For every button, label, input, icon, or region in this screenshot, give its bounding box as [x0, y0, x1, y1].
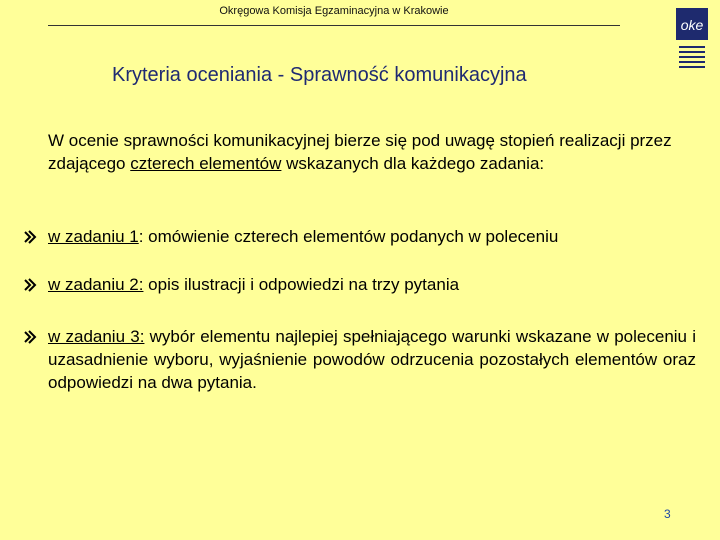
bullet-task-3-label: w zadaniu 3: — [48, 327, 145, 346]
slide-title: Kryteria oceniania - Sprawność komunikacyjna — [112, 64, 527, 86]
intro-emphasis: czterech elementów — [130, 154, 282, 173]
bullet-task-1-text: : omówienie czterech elementów podanych w poleceniu — [138, 227, 559, 246]
arrow-bullet-icon — [24, 273, 46, 302]
bullet-task-2-text: opis ilustracji i odpowiedzi na trzy pytania — [143, 275, 460, 294]
header-divider — [48, 25, 620, 26]
bullet-task-1 — [24, 225, 696, 248]
page-number: 3 — [664, 507, 671, 521]
intro-text-end: wskazanych dla każdego zadania: — [281, 154, 545, 173]
bullet-task-2 — [24, 273, 696, 296]
bullet-task-3-text: wybór elementu najlepiej spełniającego warunki wskazane w poleceniu i uzasadnienie wyboru, wyjaśnienie powodów odrzucenia pozostałych elementów oraz odpowiedzi na dwa pytania. — [48, 327, 696, 392]
arrow-bullet-icon — [24, 225, 46, 254]
arrow-bullet-icon — [24, 325, 46, 354]
oke-logo-icon — [676, 8, 708, 74]
oke-logo — [676, 8, 708, 74]
bullet-task-1-label: w zadaniu 1 — [48, 227, 139, 246]
bullet-task-3 — [24, 325, 696, 394]
bullet-task-2-label: w zadaniu 2: — [48, 275, 144, 294]
header-institution: Okręgowa Komisja Egzaminacyjna w Krakowie — [219, 5, 449, 17]
intro-paragraph — [48, 129, 708, 175]
logo-mark-text: oke — [680, 17, 704, 33]
intro-text-start: W ocenie sprawności komunikacyjnej bierze się pod uwagę stopień realizacji przez zdającego — [48, 131, 672, 173]
